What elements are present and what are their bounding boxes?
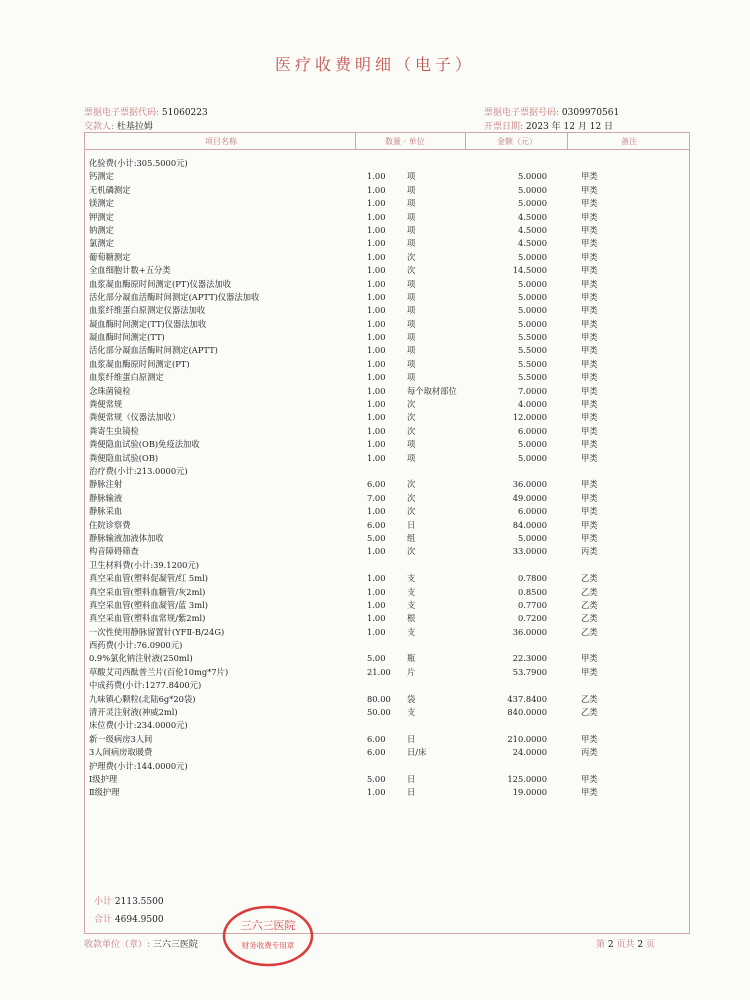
- row-unit: 支: [407, 586, 416, 597]
- table-row: [85, 559, 689, 572]
- payee-value: 三六三医院: [152, 940, 198, 950]
- row-amount: 53.7900: [512, 666, 547, 677]
- row-remark: 甲类: [581, 653, 598, 664]
- row-amount: 0.8500: [517, 586, 547, 597]
- row-amount: 5.5000: [517, 372, 547, 383]
- row-name: 静脉注射: [89, 479, 123, 490]
- row-name: 住院诊察费: [89, 519, 131, 530]
- row-remark: 甲类: [581, 733, 598, 744]
- row-unit: 项: [407, 332, 416, 343]
- row-name: 粪便常规（仪器法加收）: [89, 412, 181, 423]
- column-amount: 金额（元）: [497, 137, 537, 146]
- row-remark: 甲类: [581, 666, 598, 677]
- column-remark: 备注: [621, 137, 637, 146]
- row-qty: 1.00: [367, 332, 386, 343]
- row-amount: 33.0000: [512, 546, 547, 557]
- subtotal-value: 2113.5500: [114, 897, 164, 907]
- row-unit: 项: [407, 291, 416, 302]
- row-name: 治疗费(小计:213.0000元): [89, 465, 188, 476]
- row-remark: 甲类: [581, 492, 598, 503]
- subtotal: [94, 894, 164, 907]
- row-qty: 1.00: [367, 184, 386, 195]
- row-qty: 1.00: [367, 599, 386, 610]
- row-unit: 项: [407, 224, 416, 235]
- table-row: [85, 251, 689, 264]
- table-row: [85, 465, 689, 478]
- row-qty: 1.00: [367, 171, 386, 182]
- row-name: 化验费(小计:305.5000元): [89, 158, 188, 168]
- row-qty: 7.00: [367, 492, 386, 503]
- table-row: [85, 679, 689, 692]
- table-row: [85, 719, 689, 732]
- row-qty: 1.00: [367, 305, 386, 316]
- row-qty: 1.00: [367, 412, 386, 423]
- row-name: 钾测定: [89, 211, 114, 222]
- row-name: 卫生材料费(小计:39.1200元): [89, 559, 199, 570]
- row-amount: 5.0000: [517, 452, 547, 463]
- row-remark: 甲类: [581, 238, 598, 249]
- row-qty: 1.00: [367, 211, 386, 222]
- total-label: 合计: [94, 915, 113, 925]
- bill-number-value: 0309970561: [561, 108, 620, 118]
- row-unit: 项: [407, 278, 416, 289]
- page-suffix: 页: [646, 940, 656, 950]
- row-amount: 84.0000: [512, 519, 547, 530]
- row-unit: 项: [407, 358, 416, 369]
- row-unit: 项: [407, 372, 416, 383]
- row-name: 静脉输液加液体加收: [89, 532, 164, 543]
- table-row: [85, 398, 689, 411]
- row-unit: 支: [407, 707, 416, 718]
- row-name: 构音障碍筛查: [89, 546, 139, 557]
- row-unit: 次: [407, 479, 416, 490]
- table-row: [85, 318, 689, 331]
- column-name: 项目名称: [205, 137, 237, 146]
- row-unit: 瓶: [407, 653, 416, 664]
- row-remark: 丙类: [581, 546, 598, 557]
- row-qty: 6.00: [367, 733, 386, 744]
- row-amount: 0.7700: [517, 599, 547, 610]
- row-remark: 甲类: [581, 291, 598, 302]
- row-remark: 甲类: [581, 372, 598, 383]
- table-row: [85, 478, 689, 491]
- charge-table: [84, 132, 690, 934]
- row-qty: 6.00: [367, 479, 386, 490]
- payer: [84, 119, 153, 132]
- row-unit: 项: [407, 198, 416, 209]
- row-qty: 1.00: [367, 318, 386, 329]
- row-remark: 甲类: [581, 399, 598, 410]
- row-qty: 1.00: [367, 573, 386, 584]
- row-remark: 丙类: [581, 747, 598, 758]
- payee-label: 收款单位（章）:: [84, 940, 151, 950]
- row-qty: 50.00: [367, 707, 391, 718]
- table-row: [85, 224, 689, 237]
- table-row: [85, 264, 689, 277]
- payee: [84, 937, 198, 950]
- row-amount: 125.0000: [507, 773, 547, 784]
- row-name: 0.9%氯化钠注射液(250ml): [89, 653, 193, 664]
- page-title: 医疗收费明细（电子）: [274, 55, 475, 74]
- table-row: [85, 746, 689, 759]
- row-remark: 甲类: [581, 532, 598, 543]
- row-remark: 甲类: [581, 198, 598, 209]
- row-amount: 5.0000: [517, 305, 547, 316]
- row-amount: 19.0000: [512, 787, 547, 798]
- row-unit: 片: [407, 666, 416, 677]
- row-qty: 21.00: [367, 666, 391, 677]
- row-qty: 5.00: [367, 773, 386, 784]
- table-row: [85, 519, 689, 532]
- row-name: 真空采血管(塑料血糖管/灰2ml): [89, 586, 206, 597]
- row-qty: 1.00: [367, 425, 386, 436]
- row-unit: 项: [407, 318, 416, 329]
- page-mid: 页共: [616, 940, 635, 950]
- row-qty: 6.00: [367, 519, 386, 530]
- row-name: 念珠菌镜检: [89, 385, 131, 396]
- row-remark: 乙类: [581, 586, 598, 597]
- row-name: 凝血酶时间测定(TT)仪器法加收: [89, 318, 207, 329]
- row-name: 氯测定: [89, 238, 114, 249]
- row-name: Ⅱ级护理: [89, 787, 120, 798]
- row-name: 真空采血管(塑料血凝管/蓝 3ml): [89, 599, 208, 610]
- table-row: [85, 371, 689, 384]
- row-unit: 日: [407, 773, 416, 784]
- bill-code: [84, 105, 208, 118]
- row-remark: 甲类: [581, 479, 598, 490]
- bill-code-label: 票据电子票据代码:: [84, 108, 160, 118]
- row-unit: 项: [407, 211, 416, 222]
- row-remark: 甲类: [581, 171, 598, 182]
- row-qty: 5.00: [367, 653, 386, 664]
- row-unit: 日: [407, 733, 416, 744]
- row-unit: 项: [407, 345, 416, 356]
- row-name: 床位费(小计:234.0000元): [89, 720, 188, 731]
- row-amount: 210.0000: [507, 733, 547, 744]
- row-remark: 甲类: [581, 519, 598, 530]
- table-row: [85, 425, 689, 438]
- row-qty: 1.00: [367, 613, 386, 624]
- issue-date-label: 开票日期:: [484, 122, 524, 132]
- row-amount: 6.0000: [517, 506, 547, 517]
- row-amount: 4.5000: [517, 238, 547, 249]
- row-remark: 甲类: [581, 358, 598, 369]
- row-remark: 乙类: [581, 599, 598, 610]
- row-name: 活化部分凝血活酶时间测定(APTT)仪器法加收: [89, 291, 260, 302]
- row-name: 无机磷测定: [89, 184, 131, 195]
- row-qty: 1.00: [367, 251, 386, 262]
- row-unit: 每个取材部位: [407, 385, 457, 396]
- row-remark: 甲类: [581, 224, 598, 235]
- page-prefix: 第: [596, 940, 606, 950]
- row-name: 新一级病房3人间: [89, 733, 153, 744]
- row-amount: 0.7200: [517, 613, 547, 624]
- table-row: [85, 331, 689, 344]
- row-remark: 甲类: [581, 278, 598, 289]
- table-row: [85, 358, 689, 371]
- row-unit: 项: [407, 184, 416, 195]
- table-row: [85, 304, 689, 317]
- table-row: [85, 385, 689, 398]
- table-row: [85, 639, 689, 652]
- row-remark: 甲类: [581, 318, 598, 329]
- row-unit: 日/床: [407, 747, 427, 758]
- bill-code-value: 51060223: [161, 108, 208, 118]
- row-name: 九味镇心颗粒(北陆6g*20袋): [89, 693, 196, 704]
- stamp-bottom-text: 财务收费专用章: [241, 941, 295, 950]
- row-qty: 1.00: [367, 506, 386, 517]
- row-unit: 支: [407, 626, 416, 637]
- row-remark: 乙类: [581, 613, 598, 624]
- table-row: [85, 693, 689, 706]
- row-name: 血浆凝血酶原时间测定(PT)仪器法加收: [89, 278, 232, 289]
- page-count: 2: [637, 940, 644, 950]
- table-row: [85, 545, 689, 558]
- table-row: [85, 760, 689, 773]
- stamp-top-text: 三六三医院: [240, 919, 296, 932]
- row-amount: 36.0000: [512, 479, 547, 490]
- row-qty: 1.00: [367, 345, 386, 356]
- table-row: [85, 278, 689, 291]
- row-name: 全血细胞计数+五分类: [89, 265, 171, 276]
- table-row: [85, 733, 689, 746]
- table-row: [85, 291, 689, 304]
- row-unit: 组: [407, 532, 416, 543]
- row-unit: 袋: [407, 693, 416, 704]
- row-qty: 80.00: [367, 693, 391, 704]
- row-remark: 乙类: [581, 626, 598, 637]
- page-number: 2: [607, 940, 614, 950]
- row-amount: 5.5000: [517, 358, 547, 369]
- table-row: [85, 184, 689, 197]
- row-unit: 次: [407, 265, 416, 276]
- row-unit: 项: [407, 238, 416, 249]
- payer-label: 交款人:: [84, 122, 115, 132]
- row-name: 活化部分凝血活酶时间测定(APTT): [89, 345, 218, 356]
- row-remark: 甲类: [581, 773, 598, 784]
- row-qty: 1.00: [367, 198, 386, 209]
- row-amount: 4.5000: [517, 211, 547, 222]
- row-name: 静脉输液: [89, 492, 123, 503]
- row-qty: 1.00: [367, 586, 386, 597]
- row-unit: 日: [407, 519, 416, 530]
- row-unit: 次: [407, 546, 416, 557]
- row-name: 粪便隐血试验(OB): [89, 452, 159, 463]
- table-row: [85, 237, 689, 250]
- row-remark: 乙类: [581, 693, 598, 704]
- row-qty: 1.00: [367, 787, 386, 798]
- row-amount: 5.0000: [517, 251, 547, 262]
- row-qty: 1.00: [367, 358, 386, 369]
- table-row: [85, 170, 689, 183]
- table-row: [85, 626, 689, 639]
- row-amount: 22.3000: [512, 653, 547, 664]
- row-qty: 1.00: [367, 546, 386, 557]
- row-name: 镁测定: [89, 198, 114, 209]
- row-remark: 甲类: [581, 332, 598, 343]
- row-amount: 5.5000: [517, 332, 547, 343]
- row-qty: 1.00: [367, 452, 386, 463]
- row-name: 护理费(小计:144.0000元): [89, 760, 188, 771]
- row-unit: 次: [407, 412, 416, 423]
- row-amount: 14.5000: [512, 265, 547, 276]
- table-row: [85, 572, 689, 585]
- row-name: 草酸艾司西酞普兰片(百伦10mg*7片): [89, 666, 229, 677]
- row-qty: 1.00: [367, 265, 386, 276]
- issue-date-value: 2023 年 12 月 12 日: [525, 122, 614, 132]
- row-name: 钙测定: [89, 171, 114, 182]
- row-name: 血浆纤维蛋白原测定仪器法加收: [89, 305, 206, 316]
- table-row: [85, 586, 689, 599]
- row-unit: 项: [407, 171, 416, 182]
- row-remark: 乙类: [581, 573, 598, 584]
- row-remark: 甲类: [581, 345, 598, 356]
- row-qty: 1.00: [367, 238, 386, 249]
- row-unit: 次: [407, 425, 416, 436]
- row-amount: 5.0000: [517, 318, 547, 329]
- table-row: [85, 344, 689, 357]
- row-name: 钠测定: [89, 224, 114, 235]
- row-remark: 甲类: [581, 787, 598, 798]
- row-amount: 6.0000: [517, 425, 547, 436]
- row-remark: 甲类: [581, 251, 598, 262]
- row-name: 清开灵注射液(神威2ml): [89, 707, 178, 718]
- row-name: 粪便隐血试验(OB)免疫法加收: [89, 439, 200, 450]
- row-amount: 49.0000: [512, 492, 547, 503]
- row-amount: 4.5000: [517, 224, 547, 235]
- row-qty: 1.00: [367, 278, 386, 289]
- finance-stamp: [222, 905, 314, 967]
- row-name: 粪寄生虫镜检: [89, 425, 139, 436]
- row-remark: 甲类: [581, 452, 598, 463]
- row-remark: 甲类: [581, 305, 598, 316]
- row-unit: 项: [407, 452, 416, 463]
- table-row: [85, 773, 689, 786]
- table-body: [85, 157, 689, 800]
- row-qty: 6.00: [367, 747, 386, 758]
- row-name: 一次性使用静脉留置针(YFⅡ-B/24G): [89, 626, 225, 637]
- row-name: 血浆凝血酶原时间测定(PT): [89, 358, 190, 369]
- total-value: 4694.9500: [114, 915, 164, 925]
- row-name: 静脉采血: [89, 506, 123, 517]
- row-amount: 5.0000: [517, 291, 547, 302]
- row-name: 真空采血管(塑料促凝管/红 5ml): [89, 573, 208, 584]
- table-row: [85, 786, 689, 799]
- row-amount: 5.0000: [517, 439, 547, 450]
- row-amount: 5.0000: [517, 198, 547, 209]
- table-row: [85, 197, 689, 210]
- row-unit: 根: [407, 613, 416, 624]
- row-name: 葡萄糖测定: [89, 251, 131, 262]
- total: [94, 912, 164, 925]
- row-remark: 甲类: [581, 412, 598, 423]
- table-row: [85, 492, 689, 505]
- row-amount: 12.0000: [512, 412, 547, 423]
- table-row: [85, 438, 689, 451]
- column-qty-unit: 数量 · 单位: [385, 137, 425, 146]
- row-amount: 840.0000: [507, 707, 547, 718]
- stamp-outline: [224, 907, 312, 965]
- table-row: [85, 411, 689, 424]
- row-amount: 7.0000: [517, 385, 547, 396]
- row-unit: 支: [407, 599, 416, 610]
- row-unit: 日: [407, 787, 416, 798]
- table-row: [85, 532, 689, 545]
- row-unit: 次: [407, 399, 416, 410]
- row-amount: 5.0000: [517, 184, 547, 195]
- row-qty: 1.00: [367, 385, 386, 396]
- table-header: [85, 133, 689, 150]
- row-name: 西药费(小计:76.0900元): [89, 640, 183, 651]
- row-unit: 项: [407, 305, 416, 316]
- row-qty: 1.00: [367, 399, 386, 410]
- row-amount: 24.0000: [512, 747, 547, 758]
- row-unit: 次: [407, 506, 416, 517]
- row-remark: 甲类: [581, 425, 598, 436]
- row-name: 中成药费(小计:1277.8400元): [89, 680, 202, 691]
- row-qty: 1.00: [367, 224, 386, 235]
- table-row: [85, 652, 689, 665]
- bill-number-label: 票据电子票据号码:: [484, 108, 560, 118]
- row-amount: 5.0000: [517, 532, 547, 543]
- row-unit: 支: [407, 573, 416, 584]
- row-qty: 1.00: [367, 626, 386, 637]
- row-remark: 甲类: [581, 385, 598, 396]
- issue-date: [484, 119, 613, 132]
- row-qty: 5.00: [367, 532, 386, 543]
- row-amount: 5.0000: [517, 171, 547, 182]
- payer-value: 杜基拉姆: [116, 122, 153, 132]
- row-name: Ⅰ级护理: [89, 773, 118, 784]
- row-amount: 36.0000: [512, 626, 547, 637]
- row-remark: 甲类: [581, 265, 598, 276]
- row-qty: 1.00: [367, 439, 386, 450]
- bill-number: [484, 105, 619, 118]
- row-qty: 1.00: [367, 372, 386, 383]
- row-name: 真空采血管(塑料血常规/紫2ml): [89, 613, 206, 624]
- row-remark: 甲类: [581, 439, 598, 450]
- row-remark: 甲类: [581, 506, 598, 517]
- table-row: [85, 452, 689, 465]
- row-unit: 次: [407, 251, 416, 262]
- table-row: [85, 211, 689, 224]
- table-row: [85, 612, 689, 625]
- table-row: [85, 666, 689, 679]
- row-name: 3人间病房取暖费: [89, 747, 153, 758]
- subtotal-label: 小计: [94, 897, 113, 907]
- table-row: [85, 505, 689, 518]
- row-qty: 1.00: [367, 291, 386, 302]
- row-amount: 437.8400: [507, 693, 547, 704]
- row-amount: 4.0000: [517, 399, 547, 410]
- row-name: 凝血酶时间测定(TT): [89, 332, 165, 343]
- row-unit: 次: [407, 492, 416, 503]
- row-remark: 乙类: [581, 707, 598, 718]
- table-row: [85, 706, 689, 719]
- row-unit: 项: [407, 439, 416, 450]
- table-row: [85, 599, 689, 612]
- row-remark: 甲类: [581, 211, 598, 222]
- row-amount: 0.7800: [517, 573, 547, 584]
- row-amount: 5.0000: [517, 278, 547, 289]
- row-name: 血浆纤维蛋白原测定: [89, 372, 164, 383]
- table-row: [85, 157, 689, 170]
- row-remark: 甲类: [581, 184, 598, 195]
- row-amount: 5.5000: [517, 345, 547, 356]
- page-info: [596, 937, 655, 950]
- row-name: 粪便常规: [89, 399, 123, 410]
